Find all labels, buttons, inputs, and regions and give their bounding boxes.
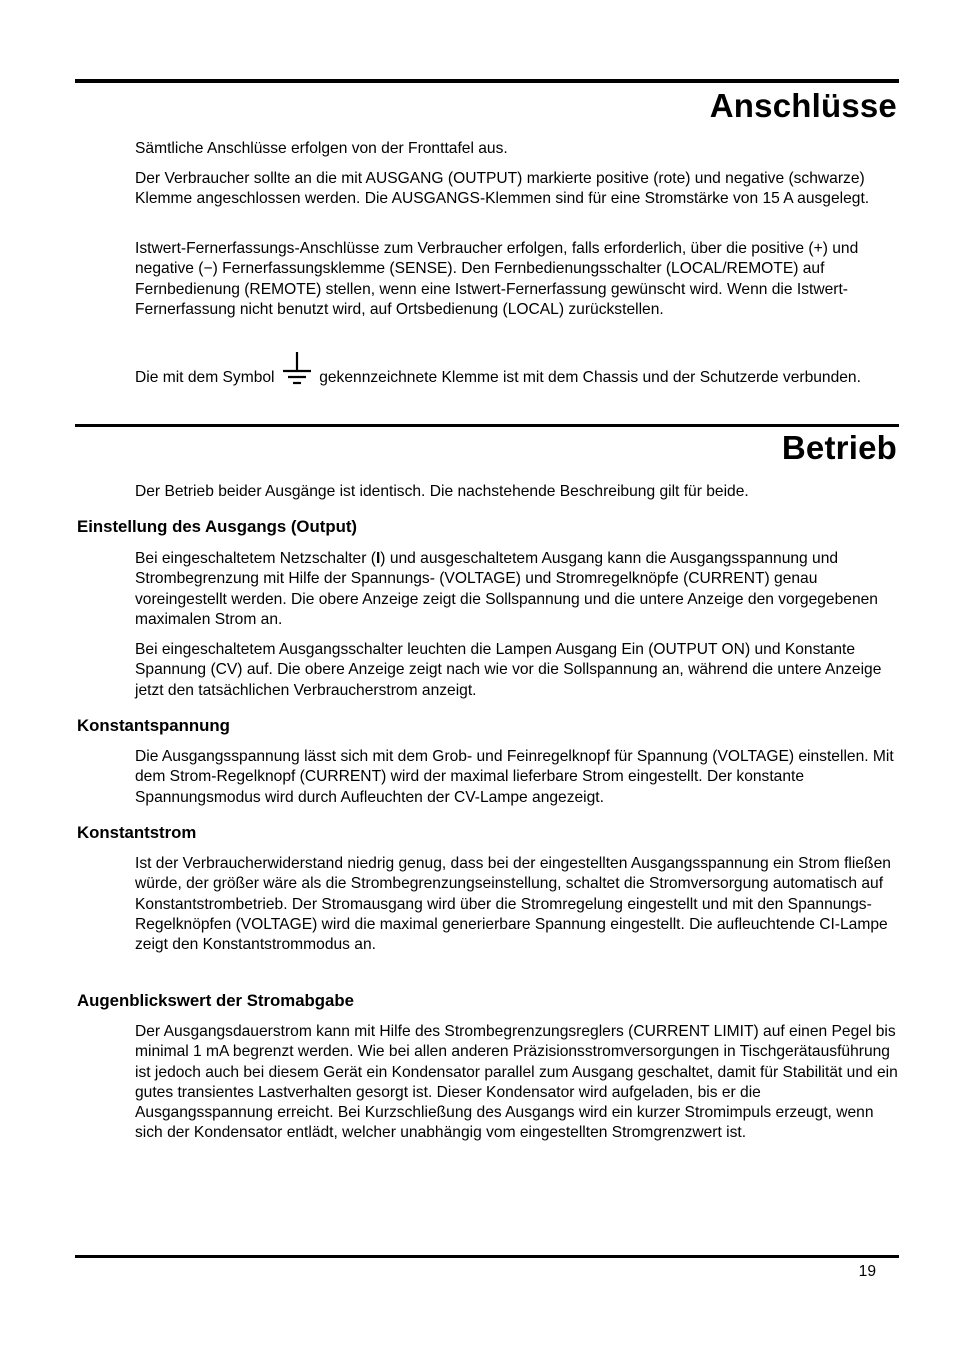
paragraph: Die Ausgangsspannung lässt sich mit dem Grob- und Feinregelknopf für Spannung (VOLTAGE) einstellen. Mit dem Strom-Regelknopf (CURRENT) wird der maximal lieferbare Strom eingestellt. Der konstante Spannungsmodus wird durch Aufleuchten der CV-Lampe angezeigt. xyxy=(135,748,894,806)
paragraph: Der Verbraucher sollte an die mit AUSGANG (OUTPUT) markierte positive (rote) und negative (schwarze) Klemme angeschlossen werden. Die AUSGANGS-Klemmen sind für eine Stromstärke von 15 A ausgelegt. xyxy=(135,170,870,208)
paragraph-text: ) und ausgeschaltetem Ausgang kann die Ausgangsspannung und Strombegrenzung mit Hilfe der Spannungs- (VOLTAGE) und Stromregelknöpfe (CURRENT) genau voreingestellt werden. Die obere Anzeige zeigt die Sollspannung und die untere Anzeige den vorgegebenen maximalen Strom an. xyxy=(135,550,878,628)
ground-icon xyxy=(281,350,313,386)
subheading-augenblickswert: Augenblickswert der Stromabgabe xyxy=(77,991,354,1010)
paragraph: Bei eingeschaltetem Ausgangsschalter leuchten die Lampen Ausgang Ein (OUTPUT ON) und Konstante Spannung (CV) auf. Die obere Anzeige zeigt nach wie vor die Sollspannung an, während die untere Anzeige jetzt den tatsächlichen Verbraucherstrom anzeigt. xyxy=(135,641,882,699)
section-title-betrieb: Betrieb xyxy=(781,429,897,466)
subheading-konstantstrom: Konstantstrom xyxy=(77,823,197,842)
section-title-anschluesse: Anschlüsse xyxy=(709,87,897,124)
page-number: 19 xyxy=(858,1263,876,1280)
paragraph: Sämtliche Anschlüsse erfolgen von der Fronttafel aus. xyxy=(135,140,508,157)
power-switch-symbol: I xyxy=(375,550,381,567)
subheading-einstellung: Einstellung des Ausgangs (Output) xyxy=(77,517,357,536)
subheading-konstantspannung: Konstantspannung xyxy=(77,716,230,735)
paragraph: Ist der Verbraucherwiderstand niedrig genug, dass bei der eingestellten Ausgangsspannung ein Strom fließen würde, der größer wäre als die Strombegrenzungseinstellung, schaltet die Stromversorgung automatisch auf Konstantstrombetrieb. Der Stromausgang wird über die Stromregelung eingestellt und mit den Spannungs-Regelknöpfen (VOLTAGE) wird die maximal generierbare Spannung eingestellt. Die aufleuchtende CI-Lampe zeigt den Konstantstrommodus an. xyxy=(135,855,891,954)
paragraph: Istwert-Fernerfassungs-Anschlüsse zum Verbraucher erfolgen, falls erforderlich, über die positive (+) und negative (−) Fernerfassungsklemme (SENSE). Den Fernbedienungsschalter (LOCAL/REMOTE) auf Fernbedienung (REMOTE) stellen, wenn eine Istwert-Fernerfassung gewünscht wird. Wenn die Istwert-Fernerfassung nicht benutzt wird, auf Ortsbedienung (LOCAL) zurückstellen. xyxy=(135,240,859,318)
section-rule xyxy=(75,424,899,427)
paragraph: Der Betrieb beider Ausgänge ist identisch. Die nachstehende Beschreibung gilt für beide. xyxy=(135,483,749,500)
paragraph-text: Bei eingeschaltetem Netzschalter ( xyxy=(135,550,376,567)
paragraph-text: gekennzeichnete Klemme ist mit dem Chassis und der Schutzerde verbunden. xyxy=(319,369,861,386)
paragraph xyxy=(135,549,899,630)
paragraph-ground-symbol xyxy=(135,350,899,388)
paragraph: Der Ausgangsdauerstrom kann mit Hilfe des Strombegrenzungsreglers (CURRENT LIMIT) auf einen Pegel bis minimal 1 mA begrenzt werden. Wie bei allen anderen Präzisionsstromversorgungen in Tischgerätausführung ist jedoch auch bei diesem Gerät ein Kondensator parallel zum Ausgang geschaltet, damit für Stabilität und ein gutes transientes Lastverhalten gesorgt ist. Dieser Kondensator wird aufgeladen, bis er die Ausgangsspannung erreicht. Bei Kurzschließung des Ausgangs wird ein kurzer Stromimpuls erzeugt, wenn sich der Kondensator entlädt, welcher unabhängig vom eingestellten Stromgrenzwert ist. xyxy=(135,1023,898,1142)
paragraph-text: Die mit dem Symbol xyxy=(135,369,275,386)
footer-rule xyxy=(75,1255,899,1258)
top-rule xyxy=(75,79,899,83)
